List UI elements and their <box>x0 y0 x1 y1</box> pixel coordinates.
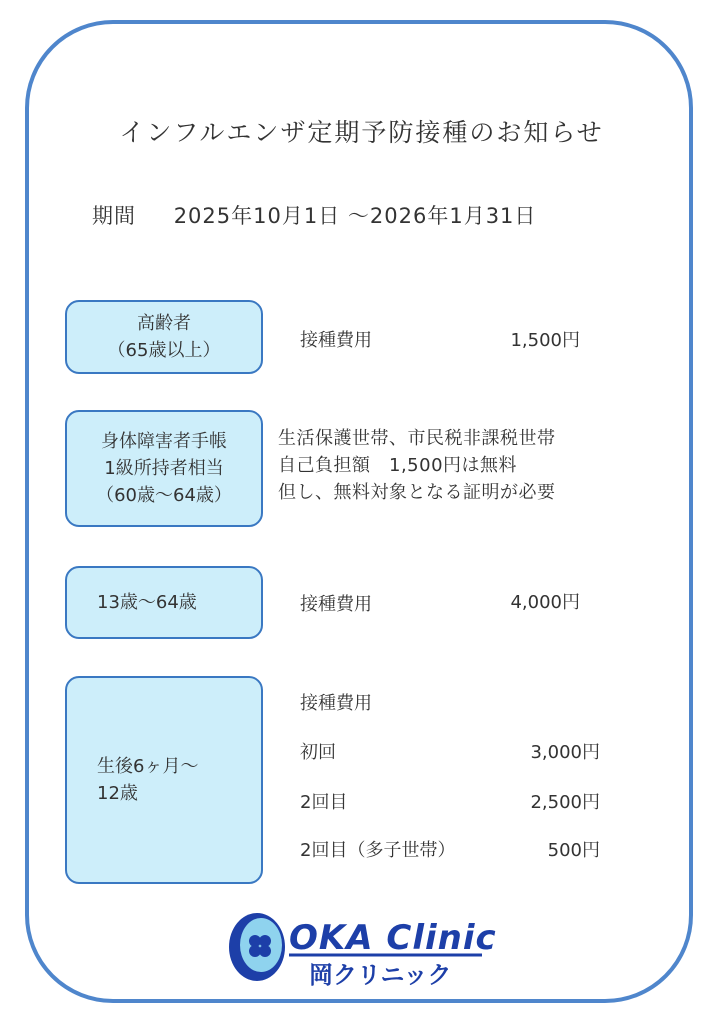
fee-amount: 1,500円 <box>510 330 580 351</box>
fee-label: 接種費用 <box>300 594 372 615</box>
logo-text-ja: 岡クリニック <box>309 961 452 989</box>
clover-icon <box>229 913 285 981</box>
clinic-logo <box>217 895 507 1000</box>
fee-label: 接種費用 <box>300 330 372 351</box>
fee-row-amount: 2,500円 <box>530 792 600 813</box>
category-line: 生後6ヶ月〜 <box>97 756 199 777</box>
category-box-disability <box>65 410 263 527</box>
note-line: 生活保護世帯、市民税非課税世帯 <box>278 428 556 449</box>
fee-row-amount: 3,000円 <box>530 742 600 763</box>
category-line: 高齢者 <box>137 313 191 334</box>
fee-row-label: 初回 <box>300 742 336 763</box>
category-line: （60歳〜64歳） <box>96 485 232 506</box>
fee-row-label: 2回目 <box>300 792 348 813</box>
fee-row-label: 2回目（多子世帯） <box>300 840 456 861</box>
category-box-child <box>65 676 263 884</box>
exemption-note <box>278 425 556 506</box>
category-line: （65歳以上） <box>107 340 221 361</box>
logo-text-en: OKA Clinic <box>289 918 497 958</box>
category-line: 身体障害者手帳 <box>101 431 227 452</box>
category-line: 12歳 <box>97 783 138 804</box>
fee-amount: 4,000円 <box>510 592 580 613</box>
category-line: 1級所持者相当 <box>104 458 224 479</box>
category-box-elderly <box>65 300 263 374</box>
period-line <box>92 200 536 230</box>
period-label: 期間 <box>92 204 136 228</box>
period-value: 2025年10月1日 〜2026年1月31日 <box>173 204 537 228</box>
fee-row-amount: 500円 <box>547 840 600 861</box>
note-line: 但し、無料対象となる証明が必要 <box>278 482 556 503</box>
category-box-adult <box>65 566 263 639</box>
note-line: 自己負担額 1,500円は無料 <box>278 455 518 476</box>
fee-label: 接種費用 <box>300 693 372 714</box>
category-line: 13歳〜64歳 <box>97 592 197 613</box>
clinic-logo-graphic <box>217 895 507 1000</box>
page-title: インフルエンザ定期予防接種のお知らせ <box>119 118 604 147</box>
